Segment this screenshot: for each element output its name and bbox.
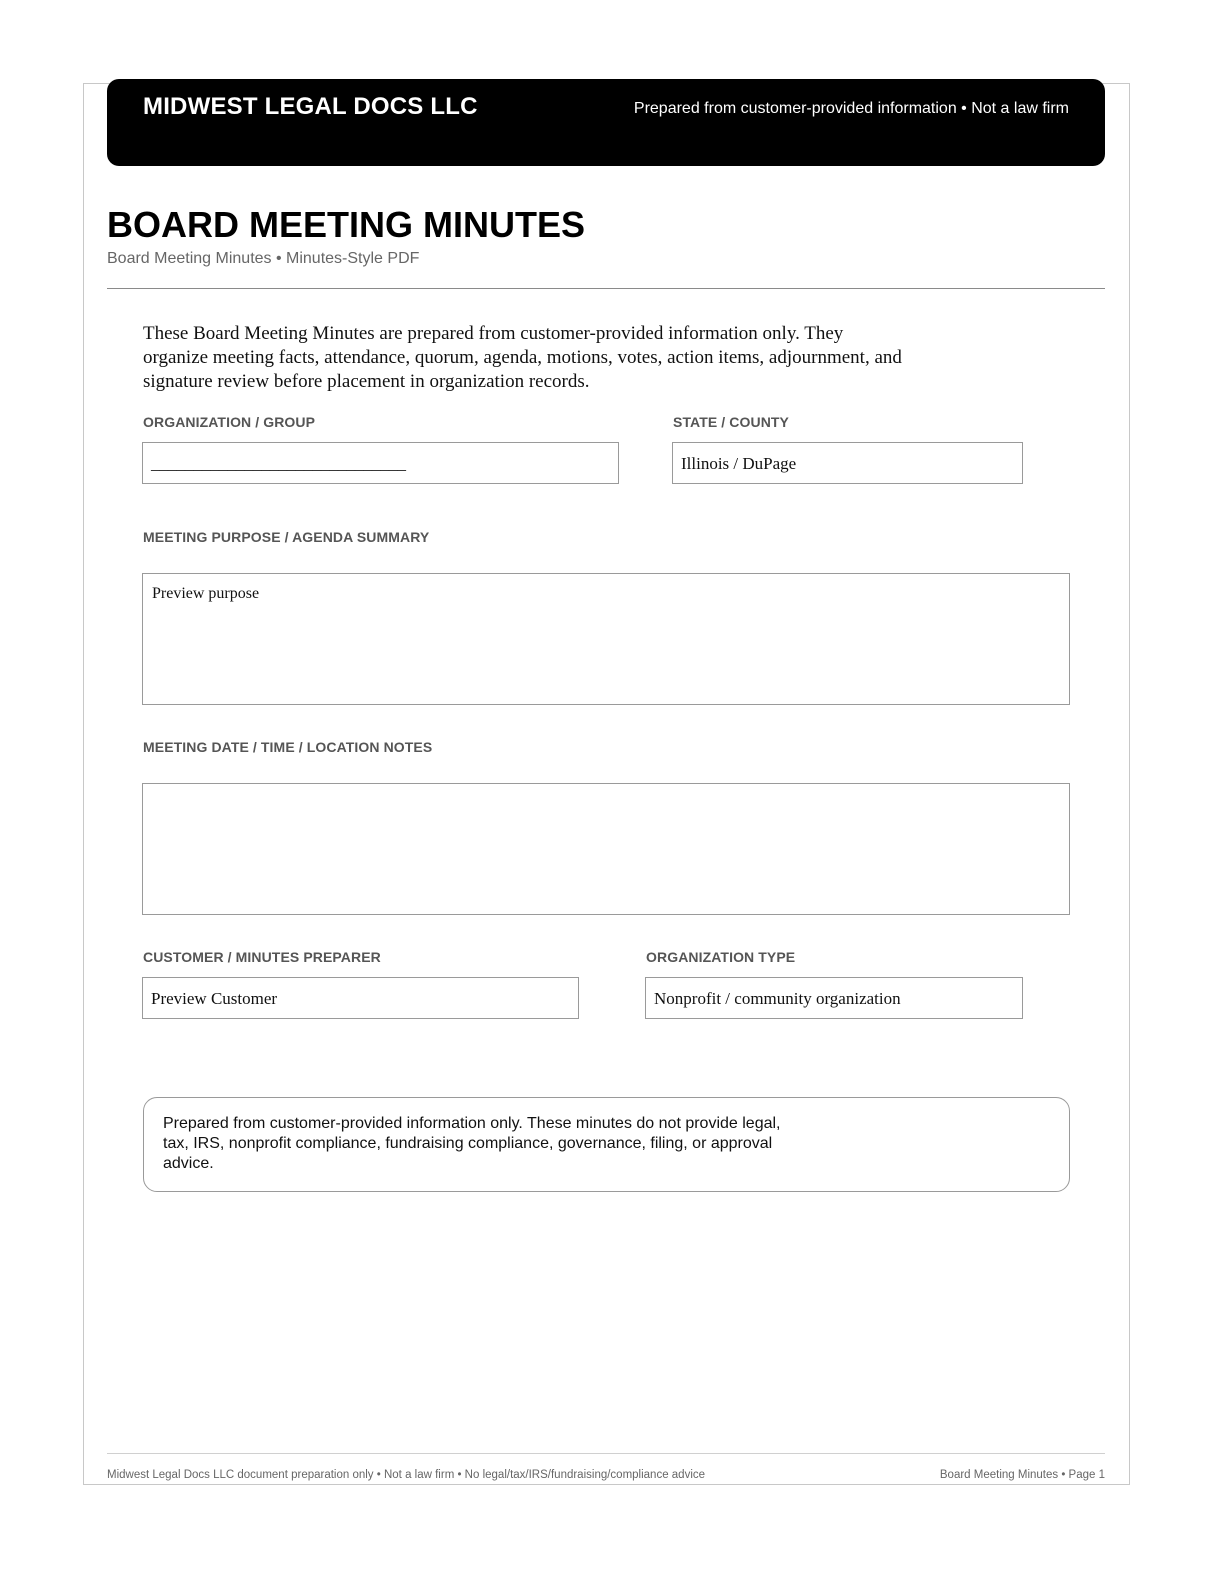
header-bar [107, 79, 1105, 166]
footer-page-number: Board Meeting Minutes • Page 1 [939, 1469, 1105, 1481]
meeting-purpose-field[interactable]: Preview purpose [142, 573, 1070, 705]
header-tagline: Prepared from customer-provided information • Not a law firm [633, 100, 1069, 117]
state-county-label: STATE / COUNTY [673, 414, 789, 430]
disclaimer-notice [143, 1097, 1070, 1192]
meeting-date-time-location-field[interactable] [142, 783, 1070, 915]
disclaimer-text: Prepared from customer-provided information only. These minutes do not provide legal, tax, IRS, nonprofit compliance, fundraising compliance, governance, filing, or approval advice. [163, 1115, 781, 1172]
title-divider [107, 288, 1105, 289]
meeting-date-time-location-label: MEETING DATE / TIME / LOCATION NOTES [143, 739, 433, 755]
document-title: BOARD MEETING MINUTES [107, 204, 586, 245]
organization-label: ORGANIZATION / GROUP [143, 414, 316, 430]
preparer-field[interactable]: Preview Customer [142, 977, 579, 1019]
footer-disclaimer: Midwest Legal Docs LLC document preparation only • Not a law firm • No legal/tax/IRS/fundraising/compliance advice [107, 1469, 706, 1481]
preparer-label: CUSTOMER / MINUTES PREPARER [143, 949, 381, 965]
footer-divider [107, 1453, 1105, 1454]
intro-paragraph: These Board Meeting Minutes are prepared from customer-provided information only. They organize meeting facts, attendance, quorum, agenda, motions, votes, action items, adjournment, and signature review before placement in organization records. [143, 323, 902, 392]
organization-field[interactable]: ______________________________ [142, 442, 619, 484]
document-subtitle: Board Meeting Minutes • Minutes-Style PDF [107, 250, 420, 267]
organization-type-field[interactable]: Nonprofit / community organization [645, 977, 1023, 1019]
organization-type-label: ORGANIZATION TYPE [646, 949, 796, 965]
state-county-field[interactable]: Illinois / DuPage [672, 442, 1023, 484]
brand-name: MIDWEST LEGAL DOCS LLC [143, 93, 478, 120]
meeting-purpose-label: MEETING PURPOSE / AGENDA SUMMARY [143, 529, 430, 545]
